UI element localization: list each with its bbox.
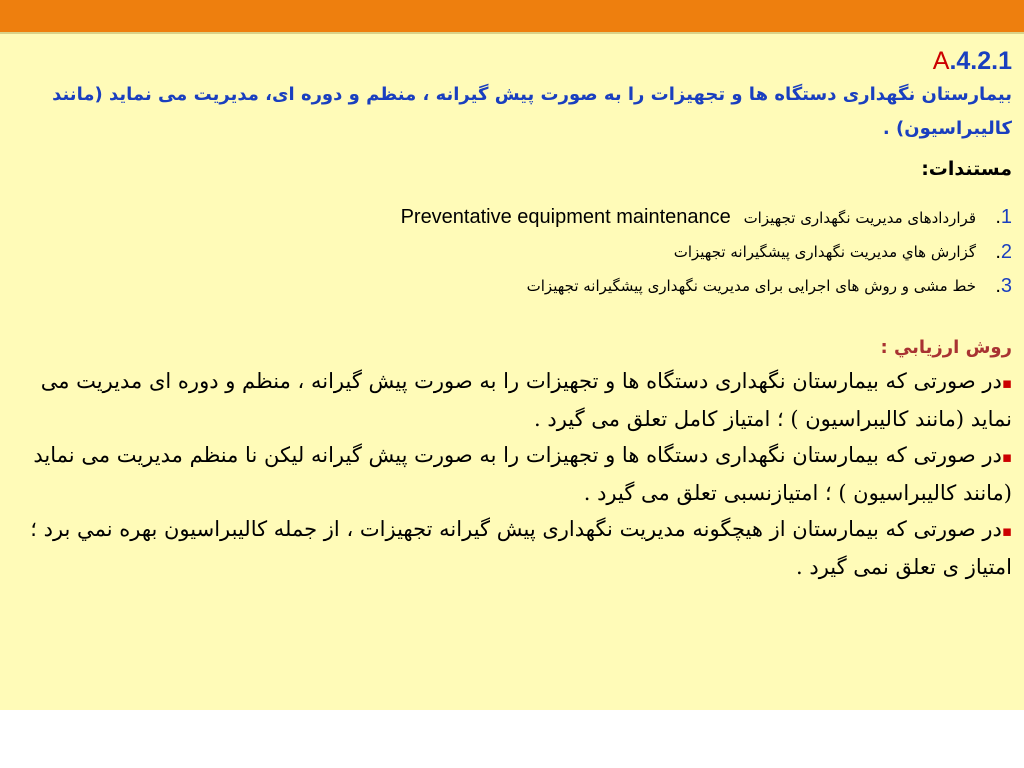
document-text-fa: خط مشی و روش های اجرایی برای مدیریت نگهداری پیشگیرانه تجهیزات [526,277,976,295]
slide-content [12,46,1012,585]
standard-code-number: .4.2.1 [949,47,1012,75]
top-accent-bar [0,0,1024,32]
document-item [12,200,1012,235]
document-item [12,269,1012,303]
bullet-icon: ▪ [1001,448,1012,466]
document-number: 3. [995,275,1012,297]
standard-text: بیمارستان نگهداری دستگاه ها و تجهیزات را به صورت پیش گیرانه ، منظم و دوره ای، مدیریت می نماید (مانند کالیبراسیون) . [52,84,1012,139]
document-text-fa: گزارش هاي مدیریت نگهداری پیشگیرانه تجهیزات [673,243,976,261]
bullet-icon: ▪ [1001,522,1012,540]
standard-code [12,46,1012,76]
evaluation-text [12,363,1012,585]
standard-code-prefix: A [932,47,950,75]
document-item [12,235,1012,269]
evaluation-item: در صورتی که بیمارستان نگهداری دستگاه ها و تجهیزات را به صورت پیش گیرانه لیکن نا منظم مدیریت می نماید (مانند کالیبراسیون ) ؛ امتیازنسبی تعلق می گیرد . [33,443,1012,505]
bullet-icon: ▪ [1001,374,1012,392]
document-number: 2. [995,241,1012,263]
document-text-fa: قراردادهای مدیریت نگهداری تجهیزات [743,209,976,227]
evaluation-title: روش ارزیابي : [880,337,1012,358]
evaluation-item: در صورتی که بیمارستان نگهداری دستگاه ها و تجهیزات را به صورت پیش گیرانه ، منظم و دوره ای مدیریت می نماید (مانند کالیبراسیون ) ؛ امتیاز کامل تعلق می گیرد . [40,369,1012,431]
documents-list [12,200,1012,303]
document-number: 1. [995,206,1012,228]
documents-title: مستندات: [921,158,1012,180]
slide-body [0,32,1024,710]
document-text-en: Preventative equipment maintenance [400,206,731,228]
evaluation-item: در صورتی که بیمارستان از هیچگونه مدیریت نگهداری پیش گیرانه تجهیزات ، از جمله کالیبراسیون بهره نمي برد ؛ امتیاز ی تعلق نمی گیرد . [30,517,1012,579]
